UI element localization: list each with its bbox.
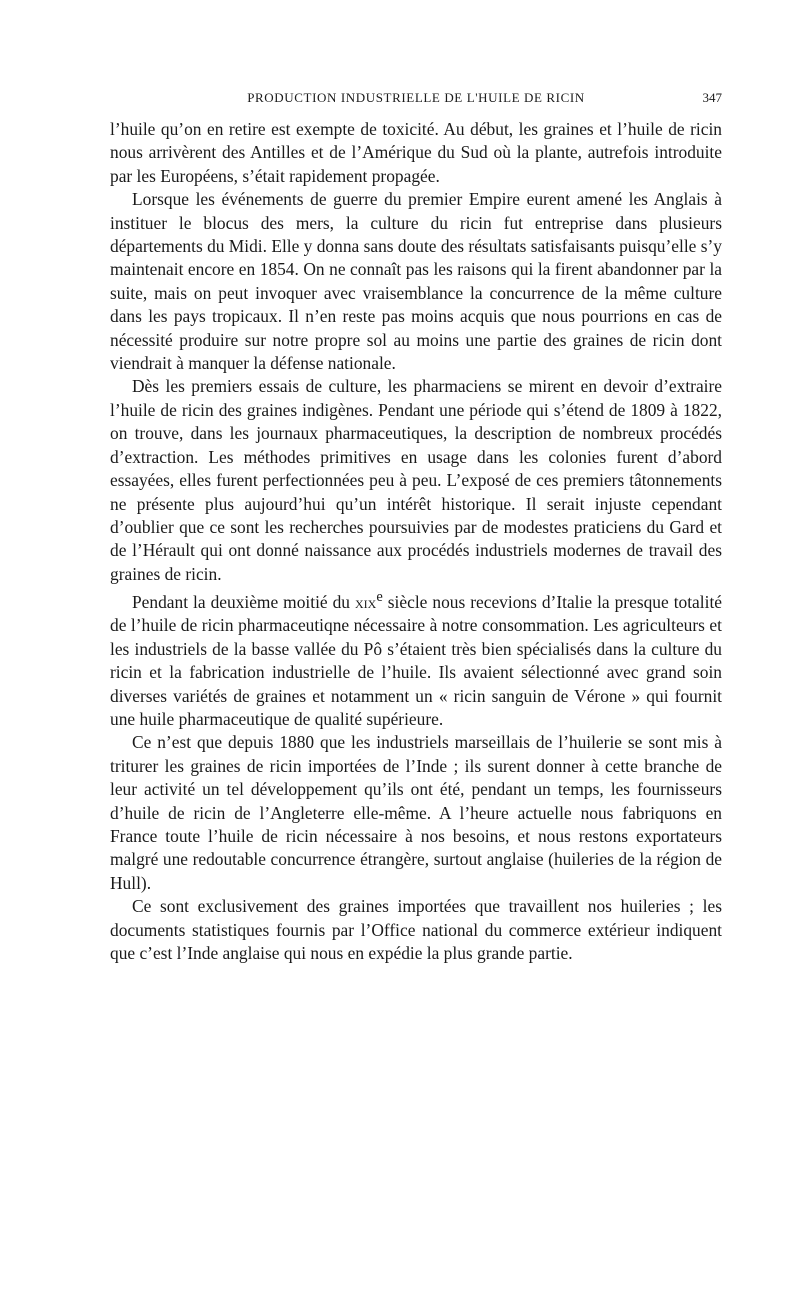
- century-numeral: xix: [355, 591, 377, 612]
- page-number: 347: [702, 90, 722, 105]
- paragraph-text-after: siècle nous recevions d’Italie la presque totalité de l’huile de ricin pharmaceutiqne nécessaire à notre consommation. Les agriculteurs et les industriels de la basse vallée du Pô s’étaient très bien spécialisés dans la culture du ricin et la fabrication industrielle de l’huile. Ils avaient sélectionné avec grand soin diverses variétés de graines et notamment un « ricin sanguin de Vérone » qui fournit une huile pharmaceutique de qualité supérieure.: [110, 591, 722, 729]
- running-head: [110, 90, 722, 110]
- running-title: PRODUCTION INDUSTRIELLE DE L'HUILE DE RICIN: [247, 90, 585, 105]
- paragraph: Dès les premiers essais de culture, les pharmaciens se mirent en devoir d’extraire l’huile de ricin des graines indigènes. Pendant une période qui s’étend de 1809 à 1822, on trouve, dans les journaux pharmaceutiques, la description de nombreux procédés d’extraction. Les méthodes primitives en usage dans les colonies furent d’abord essayées, elles furent perfectionnées peu à peu. L’exposé de ces premiers tâtonnements ne présente plus aujourd’hui qu’un intérêt historique. Il serait injuste cependant d’oublier que ce sont les recherches poursuivies par de modestes praticiens du Gard et de l’Hérault qui ont donné naissance aux procédés industriels modernes de travail des graines de ricin.: [110, 376, 722, 584]
- body-text: [110, 118, 722, 965]
- paragraph: [110, 586, 722, 731]
- paragraph-text-before: Pendant la deuxième moitié du: [132, 591, 356, 612]
- century-superscript: e: [376, 589, 383, 606]
- paragraph: l’huile qu’on en retire est exempte de toxicité. Au début, les graines et l’huile de ricin nous arrivèrent des Antilles et de l’Amérique du Sud où la plante, autrefois introduite par les Européens, s’était rapidement propagée.: [110, 119, 722, 186]
- paragraph: Lorsque les événements de guerre du premier Empire eurent amené les Anglais à instituer le blocus des mers, la culture du ricin fut entreprise dans plusieurs départements du Midi. Elle y donna sans doute des résultats satisfaisants puisqu’elle s’y maintenait encore en 1854. On ne connaît pas les raisons qui la firent abandonner par la suite, mais on peut invoquer avec vraisemblance la concurrence de la même culture dans les pays tropicaux. Il n’en reste pas moins acquis que nous pourrions en cas de nécessité produire sur notre propre sol au moins une partie des graines de ricin dont viendrait à manquer la défense nationale.: [110, 189, 722, 374]
- paragraph: Ce sont exclusivement des graines importées que travaillent nos huileries ; les documents statistiques fournis par l’Office national du commerce extérieur indiquent que c’est l’Inde anglaise qui nous en expédie la plus grande partie.: [110, 896, 722, 964]
- paragraph: Ce n’est que depuis 1880 que les industriels marseillais de l’huilerie se sont mis à triturer les graines de ricin importées de l’Inde ; ils surent donner à cette branche de leur activité un tel développement qu’ils ont été, pendant un temps, les fournisseurs d’huile de ricin de l’Angleterre elle-même. A l’heure actuelle nous fabriquons en France toute l’huile de ricin nécessaire à nos besoins, et nous restons exportateurs malgré une redoutable concurrence étrangère, surtout anglaise (huileries de la région de Hull).: [110, 732, 722, 893]
